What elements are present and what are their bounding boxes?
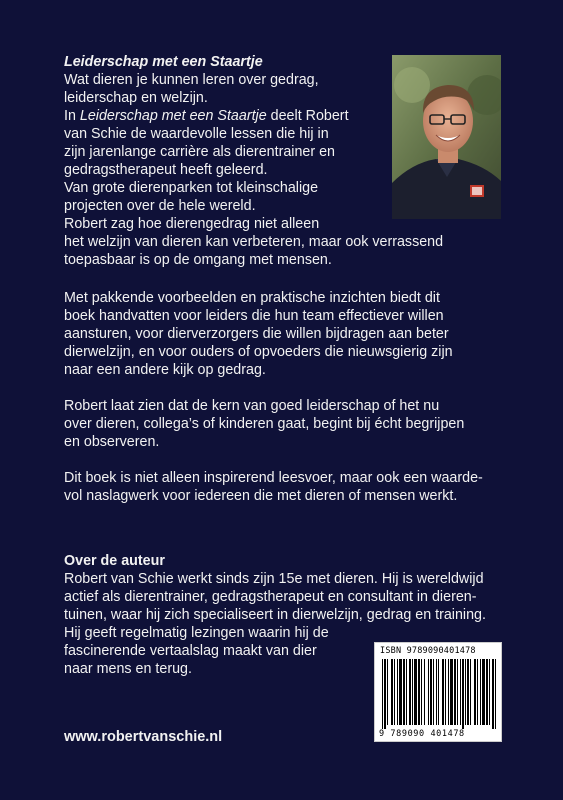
author-photo bbox=[392, 55, 501, 219]
about-line-3: tuinen, waar hij zich specialiseert in dierwelzijn, gedrag en training. bbox=[64, 607, 486, 623]
paragraph-3-line-3: en observeren. bbox=[64, 434, 160, 450]
barcode-bar bbox=[436, 659, 437, 725]
barcode-bar bbox=[438, 659, 439, 725]
barcode-bar bbox=[474, 659, 476, 725]
about-line-5: fascinerende vertaalslag maakt van dier bbox=[64, 643, 317, 659]
barcode-bar bbox=[462, 659, 464, 729]
barcode-bar bbox=[406, 659, 407, 725]
barcode-bar bbox=[457, 659, 458, 725]
barcode-bar bbox=[448, 659, 449, 725]
barcode-bar bbox=[428, 659, 429, 725]
intro-line-6: gedragstherapeut heeft geleerd. bbox=[64, 162, 268, 178]
about-heading: Over de auteur bbox=[64, 553, 165, 569]
paragraph-2-line-1: Met pakkende voorbeelden en praktische inzichten biedt dit bbox=[64, 290, 440, 306]
about-line-1: Robert van Schie werkt sinds zijn 15e met dieren. Hij is wereldwijd bbox=[64, 571, 484, 587]
isbn-barcode bbox=[374, 642, 502, 742]
barcode-bar bbox=[403, 659, 405, 725]
barcode-bar bbox=[430, 659, 432, 725]
barcode-bar bbox=[418, 659, 420, 725]
intro-line-2: leiderschap en welzijn. bbox=[64, 90, 208, 106]
paragraph-2-line-2: boek handvatten voor leiders die hun team effectiever willen bbox=[64, 308, 444, 324]
barcode-bar bbox=[409, 659, 411, 725]
isbn-label: ISBN 9789090401478 bbox=[380, 646, 476, 656]
barcode-bar bbox=[467, 659, 469, 725]
barcode-bar bbox=[382, 659, 383, 729]
intro-deelt-robert: deelt Robert bbox=[266, 108, 349, 124]
barcode-bar bbox=[454, 659, 456, 725]
barcode-bar bbox=[442, 659, 444, 725]
barcode-bar bbox=[470, 659, 471, 725]
barcode-bar bbox=[480, 659, 481, 725]
barcode-digits: 9 789090 401478 bbox=[379, 729, 465, 739]
intro-line-8: projecten over de hele wereld. bbox=[64, 198, 256, 214]
intro-line-9: Robert zag hoe dierengedrag niet alleen bbox=[64, 216, 320, 232]
paragraph-3-line-2: over dieren, collega’s of kinderen gaat, begint bij écht begrijpen bbox=[64, 416, 465, 432]
barcode-bar bbox=[495, 659, 496, 729]
barcode-bar bbox=[412, 659, 413, 725]
intro-line-3 bbox=[64, 108, 349, 125]
intro-book-title-italic: Leiderschap met een Staartje bbox=[79, 108, 267, 124]
barcode-bars bbox=[380, 659, 498, 729]
about-line-4: Hij geeft regelmatig lezingen waarin hij de bbox=[64, 625, 329, 641]
barcode-bar bbox=[391, 659, 393, 725]
intro-in: In bbox=[64, 108, 80, 124]
barcode-bar bbox=[397, 659, 398, 725]
barcode-bar bbox=[394, 659, 395, 725]
barcode-bar bbox=[489, 659, 490, 725]
intro-line-4: van Schie de waardevolle lessen die hij in bbox=[64, 126, 329, 142]
paragraph-4-line-1: Dit boek is niet alleen inspirerend leesvoer, maar ook een waarde- bbox=[64, 470, 483, 486]
intro-line-10: het welzijn van dieren kan verbeteren, maar ook verrassend bbox=[64, 234, 444, 250]
about-line-2: actief als dierentrainer, gedragstherapeut en consultant in dieren- bbox=[64, 589, 477, 605]
barcode-bar bbox=[465, 659, 466, 725]
barcode-bar bbox=[460, 659, 461, 725]
barcode-bar bbox=[384, 659, 386, 729]
barcode-bar bbox=[433, 659, 434, 725]
barcode-bar bbox=[492, 659, 494, 729]
barcode-bar bbox=[477, 659, 478, 725]
paragraph-4-line-2: vol naslagwerk voor iedereen die met dieren of mensen werkt. bbox=[64, 488, 458, 504]
about-line-6: naar mens en terug. bbox=[64, 661, 192, 677]
paragraph-3-line-1: Robert laat zien dat de kern van goed leiderschap of het nu bbox=[64, 398, 440, 414]
paragraph-2-line-5: naar een andere kijk op gedrag. bbox=[64, 362, 266, 378]
intro-line-5: zijn jarenlange carrière als dierentrainer en bbox=[64, 144, 335, 160]
paragraph-2-line-3: aansturen, voor dierverzorgers die willen bijdragen aan beter bbox=[64, 326, 449, 342]
website-link[interactable]: www.robertvanschie.nl bbox=[64, 729, 223, 745]
barcode-bar bbox=[445, 659, 446, 725]
barcode-bar bbox=[486, 659, 488, 725]
barcode-bar bbox=[450, 659, 453, 725]
barcode-bar bbox=[482, 659, 485, 725]
barcode-bar bbox=[421, 659, 422, 725]
barcode-bar bbox=[424, 659, 425, 725]
paragraph-2-line-4: dierwelzijn, en voor ouders of opvoeders die nieuwsgierig zijn bbox=[64, 344, 453, 360]
barcode-bar bbox=[414, 659, 417, 725]
barcode-bar bbox=[399, 659, 402, 725]
barcode-bar bbox=[387, 659, 388, 725]
intro-line-11: toepasbaar is op de omgang met mensen. bbox=[64, 252, 332, 268]
intro-line-7: Van grote dierenparken tot kleinschalige bbox=[64, 180, 319, 196]
intro-line-1: Wat dieren je kunnen leren over gedrag, bbox=[64, 72, 319, 88]
book-title: Leiderschap met een Staartje bbox=[64, 54, 263, 70]
